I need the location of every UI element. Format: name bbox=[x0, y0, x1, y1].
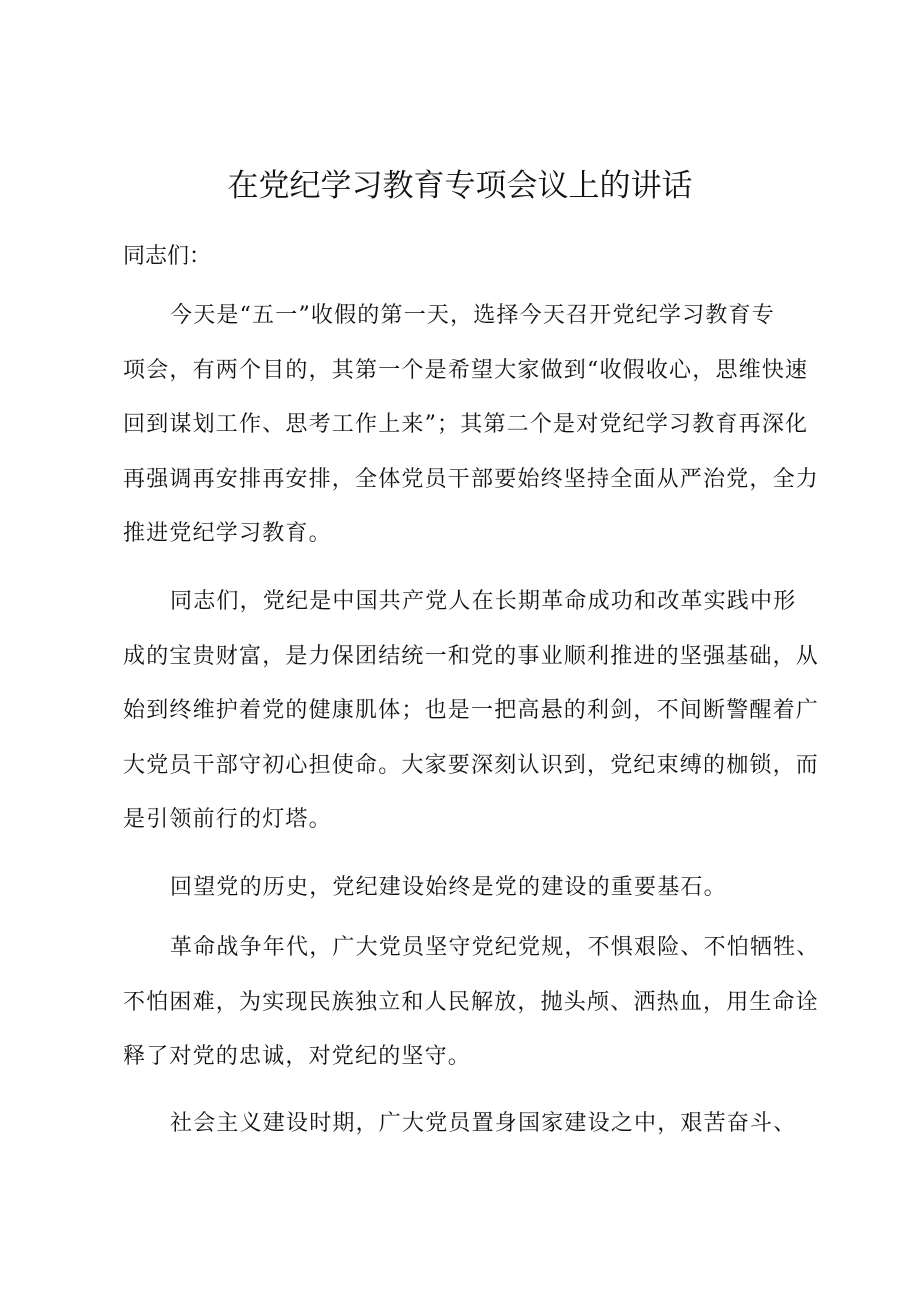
paragraph-line: 革命战争年代，广大党员坚守党纪党规，不惧艰险、不怕牺牲、 bbox=[170, 935, 820, 960]
paragraph-2 bbox=[123, 575, 820, 848]
paragraph-line: 同志们，党纪是中国共产党人在长期革命成功和改革实践中形 bbox=[170, 589, 797, 614]
paragraph-line: 不怕困难，为实现民族独立和人民解放，抛头颅、洒热血，用生命诠 bbox=[123, 989, 820, 1015]
document-title: 在党纪学习教育专项会议上的讲话 bbox=[227, 168, 693, 204]
paragraph-line: 再强调再安排再安排，全体党员干部要始终坚持全面从严治党，全力 bbox=[123, 466, 820, 492]
paragraph-line: 回到谋划工作、思考工作上来”；其第二个是对党纪学习教育再深化 bbox=[123, 412, 809, 437]
paragraph-line: 回望党的历史，党纪建设始终是党的建设的重要基石。 bbox=[170, 875, 727, 900]
paragraph-line: 释了对党的忠诚，对党纪的坚守。 bbox=[123, 1044, 472, 1069]
paragraph-3 bbox=[123, 861, 813, 916]
paragraph-4 bbox=[123, 921, 820, 1085]
paragraph-line: 推进党纪学习教育。 bbox=[123, 521, 332, 546]
paragraph-line: 大党员干部守初心担使命。大家要深刻认识到，党纪束缚的枷锁，而 bbox=[123, 752, 820, 778]
salutation: 同志们： bbox=[123, 244, 212, 269]
paragraph-line: 始到终维护着党的健康肌体；也是一把高悬的利剑，不间断警醒着广 bbox=[123, 698, 820, 723]
paragraph-line: 社会主义建设时期，广大党员置身国家建设之中，艰苦奋斗、 bbox=[170, 1111, 797, 1136]
paragraph-1 bbox=[123, 289, 820, 562]
paragraph-line: 成的宝贵财富，是力保团结统一和党的事业顺利推进的坚强基础，从 bbox=[123, 643, 820, 669]
paragraph-5 bbox=[123, 1097, 813, 1152]
paragraph-line: 项会，有两个目的，其第一个是希望大家做到“收假收心，思维快速 bbox=[123, 357, 809, 383]
paragraph-line: 是引领前行的灯塔。 bbox=[123, 807, 332, 832]
paragraph-line: 今天是“五一”收假的第一天，选择今天召开党纪学习教育专 bbox=[170, 303, 775, 328]
